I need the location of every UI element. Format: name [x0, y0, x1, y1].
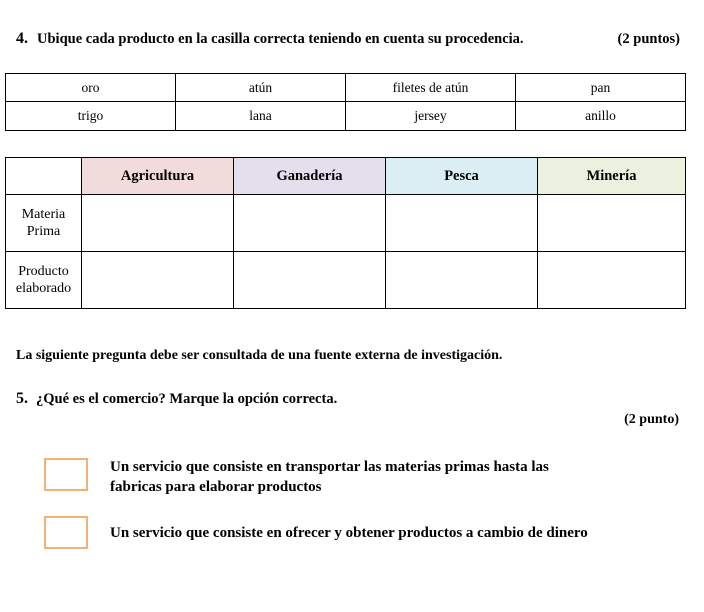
question-4-header	[16, 30, 686, 50]
option-2-checkbox[interactable]	[44, 516, 88, 549]
word-bank-item[interactable]: atún	[176, 74, 346, 102]
word-bank-item[interactable]: lana	[176, 102, 346, 131]
answer-cell-mineria-materia[interactable]	[538, 195, 686, 252]
classification-header-row	[6, 158, 686, 195]
word-bank-item[interactable]: anillo	[516, 102, 686, 131]
question-4-points: (2 puntos)	[617, 31, 680, 47]
row-label-materia-prima	[6, 195, 82, 252]
answer-cell-agricultura-materia[interactable]	[82, 195, 234, 252]
question-5-points: (2 punto)	[624, 412, 679, 427]
answer-cell-ganaderia-producto[interactable]	[234, 252, 386, 309]
word-bank-item[interactable]: trigo	[6, 102, 176, 131]
option-1-text	[110, 457, 690, 497]
answer-cell-pesca-producto[interactable]	[386, 252, 538, 309]
column-header-mineria: Minería	[538, 158, 686, 195]
option-1-line: fabricas para elaborar productos	[110, 479, 322, 495]
answer-cell-pesca-materia[interactable]	[386, 195, 538, 252]
row-label-line: Producto	[18, 264, 69, 279]
classification-row-materia-prima	[6, 195, 686, 252]
question-5-text: ¿Qué es el comercio? Marque la opción correcta.	[36, 391, 338, 407]
corner-cell	[6, 158, 82, 195]
word-bank-item[interactable]: jersey	[346, 102, 516, 131]
column-header-pesca: Pesca	[386, 158, 538, 195]
word-bank-item[interactable]: oro	[6, 74, 176, 102]
row-label-producto-elaborado	[6, 252, 82, 309]
word-bank-row	[6, 102, 686, 131]
column-header-agricultura: Agricultura	[82, 158, 234, 195]
word-bank-item[interactable]: pan	[516, 74, 686, 102]
column-header-ganaderia: Ganadería	[234, 158, 386, 195]
question-5-header	[16, 390, 686, 410]
word-bank-row	[6, 74, 686, 102]
question-4-text: Ubique cada producto en la casilla correcta teniendo en cuenta su procedencia.	[37, 31, 524, 47]
classification-table	[5, 157, 686, 309]
research-note: La siguiente pregunta debe ser consultada de una fuente externa de investigación.	[16, 348, 503, 363]
row-label-line: elaborado	[15, 281, 72, 296]
answer-cell-mineria-producto[interactable]	[538, 252, 686, 309]
word-bank-table	[5, 73, 686, 131]
word-bank-item[interactable]: filetes de atún	[346, 74, 516, 102]
row-label-line: Prima	[26, 224, 61, 239]
option-1-line: Un servicio que consiste en transportar las materias primas hasta las	[110, 459, 549, 475]
option-2-line: Un servicio que consiste en ofrecer y obtener productos a cambio de dinero	[110, 525, 588, 541]
question-5-number: 5.	[16, 390, 28, 407]
option-1-checkbox[interactable]	[44, 458, 88, 491]
row-label-line: Materia	[21, 207, 66, 222]
option-2-text	[110, 523, 700, 543]
question-4-number: 4.	[16, 30, 28, 47]
classification-row-producto-elaborado	[6, 252, 686, 309]
answer-cell-ganaderia-materia[interactable]	[234, 195, 386, 252]
answer-cell-agricultura-producto[interactable]	[82, 252, 234, 309]
